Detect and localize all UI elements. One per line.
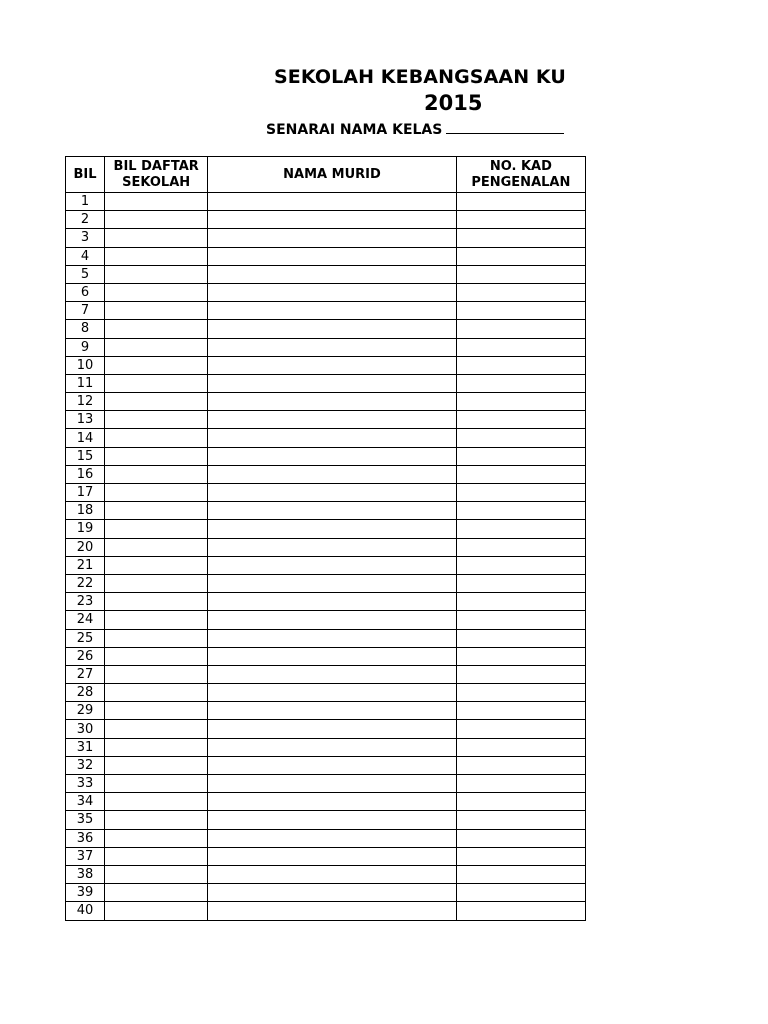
row-number: 11: [66, 374, 105, 392]
table-row: [66, 720, 586, 738]
table-row: [66, 502, 586, 520]
year-heading: 2015: [424, 91, 483, 115]
bil-daftar-cell[interactable]: [105, 720, 208, 738]
bil-daftar-cell[interactable]: [105, 538, 208, 556]
no-kad-cell[interactable]: [456, 265, 585, 283]
no-kad-cell[interactable]: [456, 502, 585, 520]
nama-murid-cell[interactable]: [208, 247, 456, 265]
bil-daftar-cell[interactable]: [105, 811, 208, 829]
nama-murid-cell[interactable]: [208, 484, 456, 502]
bil-daftar-cell[interactable]: [105, 374, 208, 392]
nama-murid-cell[interactable]: [208, 229, 456, 247]
table-row: [66, 793, 586, 811]
row-number: 20: [66, 538, 105, 556]
table-row: [66, 320, 586, 338]
nama-murid-cell[interactable]: [208, 320, 456, 338]
row-number: 31: [66, 738, 105, 756]
row-number: 27: [66, 665, 105, 683]
row-number: 24: [66, 611, 105, 629]
table-row: [66, 538, 586, 556]
bil-daftar-cell[interactable]: [105, 229, 208, 247]
nama-murid-cell[interactable]: [208, 793, 456, 811]
nama-murid-cell[interactable]: [208, 629, 456, 647]
no-kad-cell[interactable]: [456, 629, 585, 647]
nama-murid-cell[interactable]: [208, 193, 456, 211]
table-row: [66, 465, 586, 483]
nama-murid-cell[interactable]: [208, 738, 456, 756]
nama-murid-cell[interactable]: [208, 465, 456, 483]
nama-murid-cell[interactable]: [208, 611, 456, 629]
bil-daftar-cell[interactable]: [105, 775, 208, 793]
school-title: SEKOLAH KEBANGSAAN KU: [274, 66, 566, 88]
bil-daftar-cell[interactable]: [105, 593, 208, 611]
row-number: 19: [66, 520, 105, 538]
row-number: 14: [66, 429, 105, 447]
header-no-kad-line1: NO. KAD: [489, 158, 552, 174]
no-kad-cell[interactable]: [456, 411, 585, 429]
bil-daftar-cell[interactable]: [105, 574, 208, 592]
row-number: 15: [66, 447, 105, 465]
header-bil: BIL: [66, 157, 105, 193]
no-kad-cell[interactable]: [456, 865, 585, 883]
header-bil-daftar-line1: BIL DAFTAR: [113, 158, 199, 174]
header-row: [66, 157, 586, 193]
header-bil-daftar: [105, 157, 208, 193]
no-kad-cell[interactable]: [456, 847, 585, 865]
row-number: 17: [66, 484, 105, 502]
table-row: [66, 429, 586, 447]
bil-daftar-cell[interactable]: [105, 338, 208, 356]
bil-daftar-cell[interactable]: [105, 902, 208, 920]
row-number: 10: [66, 356, 105, 374]
row-number: 2: [66, 211, 105, 229]
bil-daftar-cell[interactable]: [105, 884, 208, 902]
bil-daftar-cell[interactable]: [105, 447, 208, 465]
bil-daftar-cell[interactable]: [105, 738, 208, 756]
table-row: [66, 484, 586, 502]
bil-daftar-cell[interactable]: [105, 465, 208, 483]
no-kad-cell[interactable]: [456, 247, 585, 265]
header-bil-daftar-line2: SEKOLAH: [122, 174, 191, 190]
bil-daftar-cell[interactable]: [105, 847, 208, 865]
row-number: 30: [66, 720, 105, 738]
row-number: 40: [66, 902, 105, 920]
table-row: [66, 756, 586, 774]
table-row: [66, 229, 586, 247]
table-row: [66, 265, 586, 283]
table-row: [66, 738, 586, 756]
no-kad-cell[interactable]: [456, 520, 585, 538]
table-row: [66, 865, 586, 883]
table-row: [66, 611, 586, 629]
nama-murid-cell[interactable]: [208, 411, 456, 429]
nama-murid-cell[interactable]: [208, 265, 456, 283]
table-row: [66, 520, 586, 538]
no-kad-cell[interactable]: [456, 775, 585, 793]
bil-daftar-cell[interactable]: [105, 665, 208, 683]
bil-daftar-cell[interactable]: [105, 302, 208, 320]
no-kad-cell[interactable]: [456, 320, 585, 338]
row-number: 5: [66, 265, 105, 283]
header-no-kad-line2: PENGENALAN: [471, 174, 571, 190]
row-number: 35: [66, 811, 105, 829]
row-number: 1: [66, 193, 105, 211]
row-number: 16: [66, 465, 105, 483]
header-nama-murid: NAMA MURID: [208, 157, 456, 193]
bil-daftar-cell[interactable]: [105, 611, 208, 629]
nama-murid-cell[interactable]: [208, 702, 456, 720]
row-number: 37: [66, 847, 105, 865]
no-kad-cell[interactable]: [456, 484, 585, 502]
row-number: 28: [66, 684, 105, 702]
no-kad-cell[interactable]: [456, 447, 585, 465]
table-row: [66, 556, 586, 574]
table-row: [66, 447, 586, 465]
bil-daftar-cell[interactable]: [105, 520, 208, 538]
header-no-kad: [456, 157, 585, 193]
row-number: 9: [66, 338, 105, 356]
no-kad-cell[interactable]: [456, 647, 585, 665]
nama-murid-cell[interactable]: [208, 393, 456, 411]
row-number: 26: [66, 647, 105, 665]
bil-daftar-cell[interactable]: [105, 865, 208, 883]
bil-daftar-cell[interactable]: [105, 484, 208, 502]
table-row: [66, 829, 586, 847]
table-row: [66, 684, 586, 702]
nama-murid-cell[interactable]: [208, 356, 456, 374]
nama-murid-cell[interactable]: [208, 211, 456, 229]
nama-murid-cell[interactable]: [208, 665, 456, 683]
no-kad-cell[interactable]: [456, 902, 585, 920]
bil-daftar-cell[interactable]: [105, 265, 208, 283]
nama-murid-cell[interactable]: [208, 684, 456, 702]
no-kad-cell[interactable]: [456, 193, 585, 211]
nama-murid-cell[interactable]: [208, 538, 456, 556]
table-row: [66, 574, 586, 592]
nama-murid-cell[interactable]: [208, 593, 456, 611]
no-kad-cell[interactable]: [456, 574, 585, 592]
no-kad-cell[interactable]: [456, 211, 585, 229]
bil-daftar-cell[interactable]: [105, 556, 208, 574]
row-number: 29: [66, 702, 105, 720]
row-number: 36: [66, 829, 105, 847]
nama-murid-cell[interactable]: [208, 647, 456, 665]
bil-daftar-cell[interactable]: [105, 793, 208, 811]
row-number: 13: [66, 411, 105, 429]
nama-murid-cell[interactable]: [208, 829, 456, 847]
table-row: [66, 247, 586, 265]
table-row: [66, 411, 586, 429]
bil-daftar-cell[interactable]: [105, 193, 208, 211]
row-number: 32: [66, 756, 105, 774]
nama-murid-cell[interactable]: [208, 338, 456, 356]
table-row: [66, 665, 586, 683]
bil-daftar-cell[interactable]: [105, 247, 208, 265]
no-kad-cell[interactable]: [456, 756, 585, 774]
row-number: 33: [66, 775, 105, 793]
no-kad-cell[interactable]: [456, 229, 585, 247]
row-number: 25: [66, 629, 105, 647]
row-number: 18: [66, 502, 105, 520]
bil-daftar-cell[interactable]: [105, 283, 208, 301]
nama-murid-cell[interactable]: [208, 520, 456, 538]
no-kad-cell[interactable]: [456, 374, 585, 392]
table-row: [66, 902, 586, 920]
no-kad-cell[interactable]: [456, 283, 585, 301]
row-number: 23: [66, 593, 105, 611]
table-row: [66, 593, 586, 611]
row-number: 7: [66, 302, 105, 320]
no-kad-cell[interactable]: [456, 338, 585, 356]
class-name-blank[interactable]: [446, 119, 564, 134]
no-kad-cell[interactable]: [456, 884, 585, 902]
bil-daftar-cell[interactable]: [105, 411, 208, 429]
no-kad-cell[interactable]: [456, 593, 585, 611]
nama-murid-cell[interactable]: [208, 574, 456, 592]
no-kad-cell[interactable]: [456, 465, 585, 483]
row-number: 39: [66, 884, 105, 902]
bil-daftar-cell[interactable]: [105, 684, 208, 702]
table-row: [66, 884, 586, 902]
table-row: [66, 374, 586, 392]
nama-murid-cell[interactable]: [208, 811, 456, 829]
row-number: 38: [66, 865, 105, 883]
table-row: [66, 283, 586, 301]
class-name-line: [266, 119, 564, 138]
table-row: [66, 847, 586, 865]
nama-murid-cell[interactable]: [208, 847, 456, 865]
nama-murid-cell[interactable]: [208, 756, 456, 774]
row-number: 8: [66, 320, 105, 338]
table-row: [66, 647, 586, 665]
bil-daftar-cell[interactable]: [105, 702, 208, 720]
bil-daftar-cell[interactable]: [105, 429, 208, 447]
no-kad-cell[interactable]: [456, 829, 585, 847]
row-number: 12: [66, 393, 105, 411]
nama-murid-cell[interactable]: [208, 429, 456, 447]
no-kad-cell[interactable]: [456, 793, 585, 811]
no-kad-cell[interactable]: [456, 702, 585, 720]
table-row: [66, 338, 586, 356]
bil-daftar-cell[interactable]: [105, 829, 208, 847]
table-row: [66, 356, 586, 374]
table-row: [66, 302, 586, 320]
table-row: [66, 775, 586, 793]
no-kad-cell[interactable]: [456, 302, 585, 320]
no-kad-cell[interactable]: [456, 611, 585, 629]
row-number: 22: [66, 574, 105, 592]
row-number: 3: [66, 229, 105, 247]
table-row: [66, 211, 586, 229]
nama-murid-cell[interactable]: [208, 720, 456, 738]
nama-murid-cell[interactable]: [208, 865, 456, 883]
row-number: 34: [66, 793, 105, 811]
row-number: 21: [66, 556, 105, 574]
row-number: 6: [66, 283, 105, 301]
table-row: [66, 393, 586, 411]
nama-murid-cell[interactable]: [208, 775, 456, 793]
nama-murid-cell[interactable]: [208, 302, 456, 320]
class-label: SENARAI NAMA KELAS: [266, 122, 443, 138]
no-kad-cell[interactable]: [456, 720, 585, 738]
nama-murid-cell[interactable]: [208, 374, 456, 392]
table-row: [66, 193, 586, 211]
bil-daftar-cell[interactable]: [105, 356, 208, 374]
bil-daftar-cell[interactable]: [105, 629, 208, 647]
table-row: [66, 629, 586, 647]
no-kad-cell[interactable]: [456, 356, 585, 374]
row-number: 4: [66, 247, 105, 265]
no-kad-cell[interactable]: [456, 738, 585, 756]
no-kad-cell[interactable]: [456, 811, 585, 829]
bil-daftar-cell[interactable]: [105, 320, 208, 338]
table-row: [66, 811, 586, 829]
roster-body: [66, 193, 586, 921]
nama-murid-cell[interactable]: [208, 502, 456, 520]
no-kad-cell[interactable]: [456, 429, 585, 447]
nama-murid-cell[interactable]: [208, 556, 456, 574]
no-kad-cell[interactable]: [456, 538, 585, 556]
table-row: [66, 702, 586, 720]
bil-daftar-cell[interactable]: [105, 756, 208, 774]
no-kad-cell[interactable]: [456, 393, 585, 411]
nama-murid-cell[interactable]: [208, 283, 456, 301]
nama-murid-cell[interactable]: [208, 902, 456, 920]
no-kad-cell[interactable]: [456, 684, 585, 702]
no-kad-cell[interactable]: [456, 556, 585, 574]
bil-daftar-cell[interactable]: [105, 211, 208, 229]
bil-daftar-cell[interactable]: [105, 502, 208, 520]
bil-daftar-cell[interactable]: [105, 393, 208, 411]
no-kad-cell[interactable]: [456, 665, 585, 683]
nama-murid-cell[interactable]: [208, 447, 456, 465]
student-roster-table: [65, 156, 586, 921]
nama-murid-cell[interactable]: [208, 884, 456, 902]
bil-daftar-cell[interactable]: [105, 647, 208, 665]
